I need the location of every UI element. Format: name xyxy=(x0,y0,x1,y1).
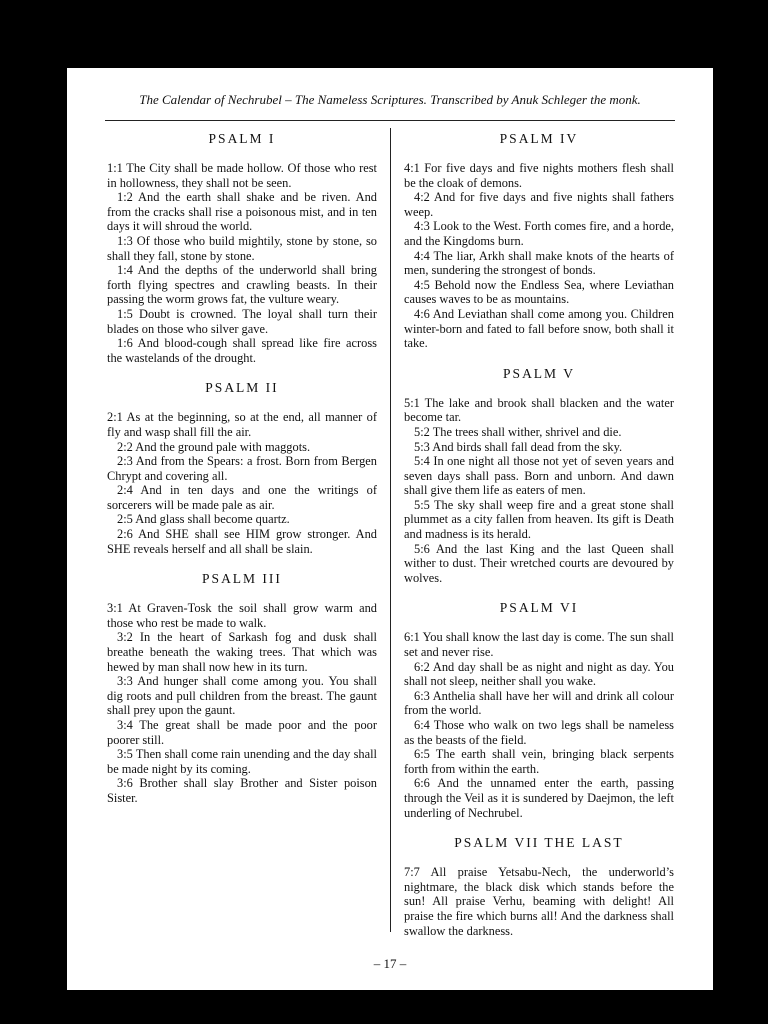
verse: 1:3 Of those who build mightily, stone by stone, so shall they fall, stone by stone. xyxy=(107,233,377,263)
psalm-7 xyxy=(404,834,674,938)
psalm-title: PSALM VI xyxy=(499,600,579,616)
left-column xyxy=(107,130,377,820)
verse: 2:3 And from the Spears: a frost. Born from Bergen Chrypt and covering all. xyxy=(107,454,377,483)
verse: 4:3 Look to the West. Forth comes fire, and a horde, and the Kingdoms burn. xyxy=(404,219,674,248)
page-number: – 17 – xyxy=(373,956,407,971)
verse: 5:4 In one night all those not yet of seven years and seven days shall pass. Born and unborn. And dawn shall give them life as eaters of men. xyxy=(404,454,674,498)
psalm-6 xyxy=(404,599,674,820)
verse: 6:5 The earth shall vein, bringing black serpents forth from within the earth. xyxy=(404,747,674,776)
verse: 4:1 For five days and five nights mothers flesh shall be the cloak of demons. xyxy=(404,161,674,190)
psalm-title: PSALM VII THE LAST xyxy=(454,835,624,851)
psalm-title: PSALM III xyxy=(202,571,282,587)
verse: 3:3 And hunger shall come among you. You shall dig roots and pull children from the breast. The gaunt shall prey upon the gaunt. xyxy=(107,674,377,718)
verse: 3:1 At Graven-Tosk the soil shall grow warm and those who rest be made to walk. xyxy=(107,601,377,630)
verse: 5:1 The lake and brook shall blacken and the water become tar. xyxy=(404,395,674,425)
running-head: The Calendar of Nechrubel – The Nameless Scriptures. Transcribed by Anuk Schleger the monk. xyxy=(139,92,641,107)
header-rule xyxy=(105,120,675,121)
verse: 3:2 In the heart of Sarkash fog and dusk shall breathe beneath the waking trees. That which was hewed by man shall now hew in its turn. xyxy=(107,630,377,674)
verse: 2:5 And glass shall become quartz. xyxy=(117,512,290,527)
psalm-5 xyxy=(404,365,674,586)
verse: 1:1 The City shall be made hollow. Of those who rest in hollowness, they shall not be seen. xyxy=(107,161,377,190)
verse: 5:6 And the last King and the last Queen shall wither to dust. Their wretched courts are devoured by wolves. xyxy=(404,541,674,585)
verse: 7:7 All praise Yetsabu-Nech, the underworld’s nightmare, the black disk which stands before the sun! All praise Verhu, beaming with delight! All praise the fire which burns all! And the darkness shall swallow the darkness. xyxy=(404,865,674,938)
psalm-title: PSALM I xyxy=(208,131,276,146)
verse: 1:5 Doubt is crowned. The loyal shall turn their blades on those who silver gave. xyxy=(107,306,377,336)
verse: 1:4 And the depths of the underworld shall bring forth flying spectres and crawling beasts. In their passing the worm grows fat, the vulture weary. xyxy=(107,263,377,307)
verse: 3:4 The great shall be made poor and the poor poorer still. xyxy=(107,718,377,747)
verse: 6:2 And day shall be as night and night as day. You shall not sleep, neither shall you wake. xyxy=(404,659,674,689)
psalm-title: PSALM V xyxy=(503,365,575,381)
verse: 4:4 The liar, Arkh shall make knots of the hearts of men, sundering the strongest of bonds. xyxy=(404,248,674,278)
psalm-4 xyxy=(404,130,674,351)
verse: 1:6 And blood-cough shall spread like fire across the wastelands of the drought. xyxy=(107,336,377,365)
verse: 4:5 Behold now the Endless Sea, where Leviathan causes waves to be as mountains. xyxy=(404,277,674,307)
verse: 6:1 You shall know the last day is come. The sun shall set and never rise. xyxy=(404,630,674,660)
psalm-3 xyxy=(107,570,377,805)
verse: 1:2 And the earth shall shake and be riven. And from the cracks shall rise a poisonous mist, and in ten days it will shroud the world. xyxy=(107,190,377,234)
verse: 4:2 And for five days and five nights shall fathers weep. xyxy=(404,190,674,219)
verse: 6:4 Those who walk on two legs shall be nameless as the beasts of the field. xyxy=(404,718,674,747)
verse: 2:2 And the ground pale with maggots. xyxy=(117,439,311,454)
right-column xyxy=(404,130,674,952)
verse: 2:4 And in ten days and one the writings of sorcerers will be made pale as air. xyxy=(107,483,377,512)
verse: 5:3 And birds shall fall dead from the sky. xyxy=(414,439,623,454)
verse: 6:3 Anthelia shall have her will and drink all colour from the world. xyxy=(404,688,674,718)
document-page xyxy=(67,68,713,990)
verse: 3:5 Then shall come rain unending and the day shall be made night by its coming. xyxy=(107,747,377,776)
psalm-title: PSALM II xyxy=(205,380,279,396)
verse: 3:6 Brother shall slay Brother and Sister poison Sister. xyxy=(107,776,377,805)
psalm-2 xyxy=(107,379,377,556)
verse: 4:6 And Leviathan shall come among you. Children winter-born and fated to fall before snow, both shall it take. xyxy=(404,306,674,351)
column-divider xyxy=(390,128,391,932)
verse: 5:2 The trees shall wither, shrivel and die. xyxy=(414,424,622,439)
psalm-title: PSALM IV xyxy=(499,131,579,146)
psalm-1 xyxy=(107,130,377,365)
verse: 2:1 As at the beginning, so at the end, all manner of fly and wasp shall fill the air. xyxy=(107,410,377,439)
verse: 6:6 And the unnamed enter the earth, passing through the Veil as it is sundered by Daejmon, the left underling of Nechrubel. xyxy=(404,776,674,820)
verse: 2:6 And SHE shall see HIM grow stronger. And SHE reveals herself and all shall be slain. xyxy=(107,527,377,556)
verse: 5:5 The sky shall weep fire and a great stone shall plummet as a city fallen from heaven. Its gift is Death and madness is its herald. xyxy=(404,497,674,542)
